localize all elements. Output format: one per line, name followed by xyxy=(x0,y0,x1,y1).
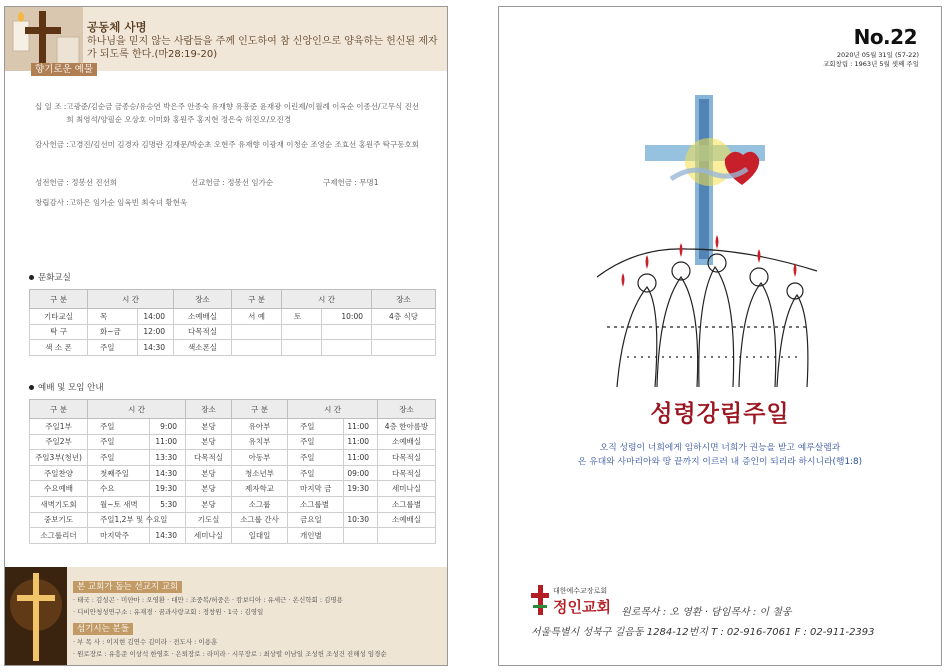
table-cell xyxy=(232,324,282,340)
table-cell: 토 xyxy=(282,309,322,325)
table-cell: 유아부 xyxy=(232,419,288,435)
missionary-line: · 태국 : 김성곤 · 미얀마 : 오영환 · 대만 : 조중복/허중은 · 캄보디아 : 유세근 · 온신학회 : 김명용 xyxy=(73,596,343,604)
table-cell: 본당 xyxy=(186,481,232,497)
table-cell: 주일 xyxy=(288,419,344,435)
table-cell: 14:00 xyxy=(138,309,174,325)
table-cell: 세미나실 xyxy=(378,481,436,497)
table-row xyxy=(30,512,436,528)
offering-label: 창립감사 : xyxy=(35,198,69,207)
table-row xyxy=(30,496,436,512)
table-cell xyxy=(378,528,436,544)
table-cell: 중보기도 xyxy=(30,512,88,528)
table-cell: 주일 xyxy=(88,419,150,435)
table-cell xyxy=(322,324,372,340)
table-cell: 아동부 xyxy=(232,450,288,466)
table-cell: 마지막 금 xyxy=(288,481,344,497)
table-cell: 주일 xyxy=(88,434,150,450)
table-cell: 본당 xyxy=(186,496,232,512)
table-cell xyxy=(282,340,322,356)
servants-line: · 부 목 사 : 이지현 김연수 김미라 · 전도사 : 이용훈 xyxy=(73,638,218,646)
table-cell: 본당 xyxy=(186,465,232,481)
offering-tithe xyxy=(35,101,422,126)
table-cell: 새벽기도회 xyxy=(30,496,88,512)
table-cell xyxy=(344,496,378,512)
offering-building: 성전헌금 : 정봉선 진선희 xyxy=(35,178,118,187)
table-cell: 주일 xyxy=(288,450,344,466)
table-cell: 개인별 xyxy=(288,528,344,544)
table-cell: 11:00 xyxy=(344,419,378,435)
glowing-cross-image xyxy=(5,567,67,665)
table-cell: 다목적실 xyxy=(174,324,232,340)
table-cell: 11:00 xyxy=(344,434,378,450)
col-header: 구 분 xyxy=(30,290,88,309)
founding-date: 교회창립 : 1963년 5월 셋째 주일 xyxy=(823,60,919,68)
table-cell: 14:30 xyxy=(150,465,186,481)
table-cell: 소그룹별 xyxy=(288,496,344,512)
mission-title: 공동체 사명 xyxy=(87,20,147,34)
church-cross-icon xyxy=(531,585,549,615)
col-header: 시 간 xyxy=(88,400,186,419)
table-cell: 주일2부 xyxy=(30,434,88,450)
table-cell: 9:00 xyxy=(150,419,186,435)
offering-names: 고경진/김선미 김경자 김명란 김재문/박순초 오현주 유재향 이광재 이청순 조영순 조효선 홍원주 탁구동호회 xyxy=(68,140,419,149)
table-row xyxy=(30,434,436,450)
table-row xyxy=(30,450,436,466)
table-cell: 09:00 xyxy=(344,465,378,481)
table-cell: 5:30 xyxy=(150,496,186,512)
table-cell: 세미나실 xyxy=(186,528,232,544)
offering-thanks xyxy=(35,139,425,152)
table-cell: 다목적실 xyxy=(378,450,436,466)
table-cell xyxy=(322,340,372,356)
servants-line: · 원로장로 : 유흥준 이상석 한영호 · 은퇴장로 : 라미라 · 시무장로 : 최상렬 이남일 조성헌 조성건 진해성 임경순 xyxy=(73,650,387,658)
table-cell: 4층 한아름방 xyxy=(378,419,436,435)
table-header-row xyxy=(30,290,436,309)
candle-cross-image xyxy=(5,7,83,71)
table-cell xyxy=(372,340,436,356)
offering-names: 고하은 임가순 임육빈 최숙녀 황현욱 xyxy=(68,198,188,207)
table-row xyxy=(30,419,436,435)
table-cell: 수요예배 xyxy=(30,481,88,497)
issue-date-block xyxy=(823,51,919,69)
col-header: 장소 xyxy=(174,290,232,309)
pastors: 원로목사 : 오 영환 · 담임목사 : 이 철웅 xyxy=(621,607,792,618)
col-header: 구 분 xyxy=(232,290,282,309)
table-cell xyxy=(344,528,378,544)
table-cell: 본당 xyxy=(186,419,232,435)
col-header: 장소 xyxy=(372,290,436,309)
table-cell xyxy=(372,324,436,340)
table-cell: 금요일 xyxy=(288,512,344,528)
table-cell: 기타교실 xyxy=(30,309,88,325)
col-header: 구 분 xyxy=(232,400,288,419)
table-row xyxy=(30,340,436,356)
table-cell: 12:00 xyxy=(138,324,174,340)
table-cell: 화~금 xyxy=(88,324,138,340)
table-cell: 다목적실 xyxy=(186,450,232,466)
col-header: 장소 xyxy=(186,400,232,419)
table-cell: 주일 xyxy=(288,434,344,450)
bottom-band xyxy=(5,567,447,665)
table-cell: 색 소 폰 xyxy=(30,340,88,356)
table-cell: 마지막주 xyxy=(88,528,150,544)
table-cell: 탁 구 xyxy=(30,324,88,340)
table-cell: 소그룹 간사 xyxy=(232,512,288,528)
issue-number: No.22 xyxy=(853,25,917,49)
table-header-row xyxy=(30,400,436,419)
table-cell: 11:00 xyxy=(150,434,186,450)
table-cell: 본당 xyxy=(186,434,232,450)
scripture-line: 온 유대와 사마리아와 땅 끝까지 이르러 내 증인이 되리라 하시니라(행1:8) xyxy=(577,457,863,467)
missionary-line: · 디비안청성연구소 : 유재경 · 꿈과사랑교회 : 정창원 · 1국 : 김영일 xyxy=(73,608,264,616)
bulletin-inner-page xyxy=(4,6,448,666)
worship-guide-title xyxy=(29,381,104,393)
table-row xyxy=(30,324,436,340)
table-row xyxy=(30,465,436,481)
table-cell: 소그룹별 xyxy=(378,496,436,512)
culture-class-label: 문화교실 xyxy=(38,273,71,283)
mission-band xyxy=(5,7,447,71)
table-cell: 소그룹 xyxy=(232,496,288,512)
pentecost-illustration xyxy=(587,87,827,397)
mission-text: 하나님을 믿지 않는 사람들을 주께 인도하여 참 신앙인으로 양육하는 헌신된 제자가 되도록 한다.(마28:19-20) xyxy=(87,36,438,60)
issue-date: 2020년 05월 31일 (57-22) xyxy=(836,51,919,59)
table-cell: 다목적실 xyxy=(378,465,436,481)
table-cell: 수요 xyxy=(88,481,150,497)
table-cell: 색소폰실 xyxy=(174,340,232,356)
bulletin-cover-page xyxy=(498,6,942,666)
worship-guide-label: 예배 및 모임 안내 xyxy=(38,383,104,393)
table-cell: 일대일 xyxy=(232,528,288,544)
table-cell: 청소년부 xyxy=(232,465,288,481)
table-cell: 주일3부(청년) xyxy=(30,450,88,466)
servants-tag: 섬기시는 분들 xyxy=(73,623,133,635)
table-cell: 14:30 xyxy=(150,528,186,544)
offering-founding xyxy=(35,197,425,210)
table-cell: 소그룹리더 xyxy=(30,528,88,544)
table-cell: 목 xyxy=(88,309,138,325)
missionary-tag: 본 교회가 돕는 선교지 교회 xyxy=(73,581,182,593)
table-cell: 주일 xyxy=(88,340,138,356)
denomination: 대한예수교장로회 xyxy=(553,587,608,595)
scripture-line: 오직 성령이 너희에게 임하시면 너희가 권능을 받고 예루살렘과 xyxy=(599,443,841,453)
table-cell: 소예배실 xyxy=(378,512,436,528)
table-cell: 14:30 xyxy=(138,340,174,356)
table-cell: 10:30 xyxy=(344,512,378,528)
table-cell: 첫째주일 xyxy=(88,465,150,481)
culture-class-title xyxy=(29,271,71,283)
table-cell: 10:00 xyxy=(322,309,372,325)
table-cell: 주일 xyxy=(288,465,344,481)
sunday-title: 성령강림주일 xyxy=(650,401,790,427)
table-cell: 4층 식당 xyxy=(372,309,436,325)
table-cell: 월~토 새벽 xyxy=(88,496,150,512)
bullet-icon xyxy=(29,275,34,280)
offering-label: 십 일 조 : xyxy=(35,102,67,111)
table-cell: 기도실 xyxy=(186,512,232,528)
worship-guide-table xyxy=(29,399,436,544)
col-header: 구 분 xyxy=(30,400,88,419)
col-header: 시 간 xyxy=(282,290,372,309)
table-row xyxy=(30,309,436,325)
offering-label: 감사헌금 : xyxy=(35,140,69,149)
scripture-verse xyxy=(499,441,941,469)
table-cell: 13:30 xyxy=(150,450,186,466)
table-cell xyxy=(282,324,322,340)
table-cell: 주일 xyxy=(88,450,150,466)
offering-names: 고광준/김순금 금종승/유승연 박은주 안종숙 유재향 유흥준 윤재광 이린제/이월례 이옥순 이종선/고무식 진선희 최영석/양필순 오상호 이미화 홍원주 홍지현 정은숙 허진오/오진경 xyxy=(66,102,420,124)
table-row xyxy=(30,481,436,497)
table-cell: 제자학교 xyxy=(232,481,288,497)
offering-mission: 선교헌금 : 정봉선 임가순 xyxy=(191,178,274,187)
table-cell: 유치부 xyxy=(232,434,288,450)
church-address: 서울특별시 성북구 길음동 1284-12번지 T : 02-916-7061 F : 02-911-2393 xyxy=(531,627,875,638)
table-cell: 주일1,2부 및 수요일 xyxy=(88,512,150,528)
table-cell: 소예배실 xyxy=(174,309,232,325)
table-cell xyxy=(232,340,282,356)
culture-class-table xyxy=(29,289,436,356)
col-header: 시 간 xyxy=(88,290,174,309)
table-cell: 서 예 xyxy=(232,309,282,325)
church-name: 정인교회 xyxy=(553,598,611,616)
table-cell: 주일찬양 xyxy=(30,465,88,481)
table-cell: 19:30 xyxy=(150,481,186,497)
table-cell: 소예배실 xyxy=(378,434,436,450)
offering-section-tag: 향기로운 예물 xyxy=(31,63,97,76)
table-cell: 19:30 xyxy=(344,481,378,497)
table-cell: 주일1부 xyxy=(30,419,88,435)
col-header: 시 간 xyxy=(288,400,378,419)
table-cell: 11:00 xyxy=(344,450,378,466)
offering-relief: 구제헌금 : 무명1 xyxy=(323,178,379,187)
table-row xyxy=(30,528,436,544)
bullet-icon xyxy=(29,385,34,390)
col-header: 장소 xyxy=(378,400,436,419)
